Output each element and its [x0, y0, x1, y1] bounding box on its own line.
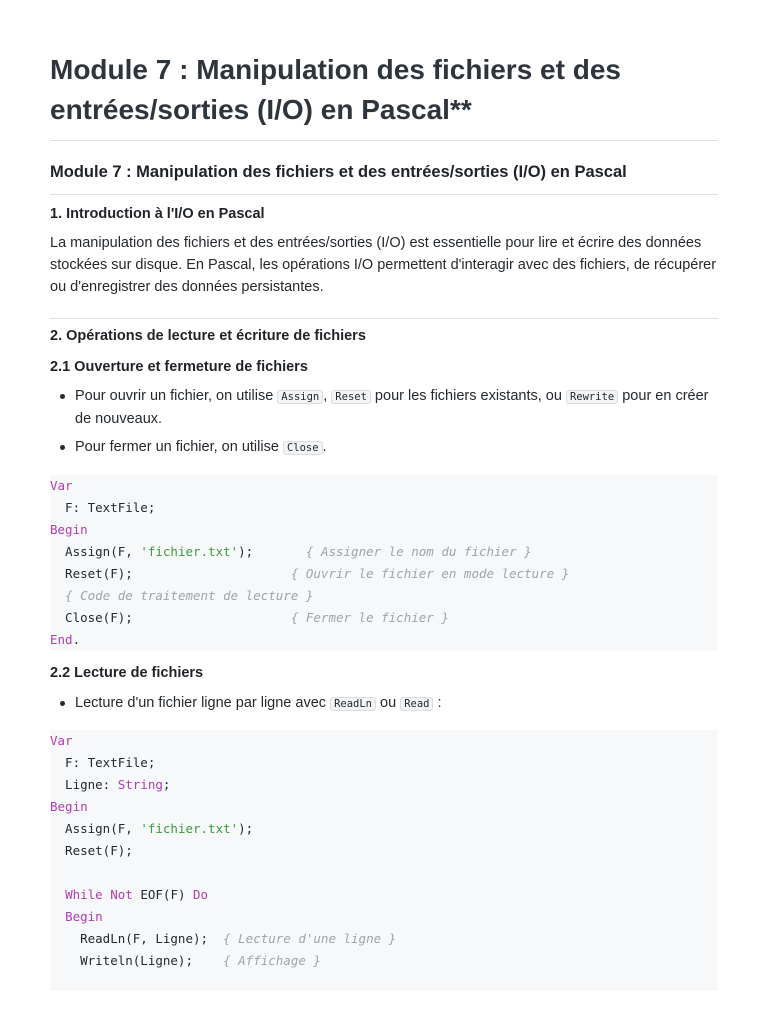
- section-2-2-heading: 2.2 Lecture de fichiers: [50, 665, 204, 681]
- bullet-icon: [60, 445, 65, 450]
- code-block-read: Var F: TextFile; Ligne: String; Begin Assign(F, 'fichier.txt'); Reset(F); While Not EOF(F) Do Begin ReadLn(F, Ligne); { Lecture d'une ligne } Writeln(Ligne); { Affichage }: [50, 730, 718, 991]
- section-1-heading: 1. Introduction à l'I/O en Pascal: [50, 206, 265, 222]
- page-title: Module 7 : Manipulation des fichiers et des entrées/sorties (I/O) en Pascal**: [50, 54, 621, 125]
- section-2-2-list: [50, 692, 718, 721]
- section-2-1-list: [50, 385, 718, 465]
- module-subtitle: Module 7 : Manipulation des fichiers et des entrées/sorties (I/O) en Pascal: [50, 163, 627, 181]
- list-item: Lecture d'un fichier ligne par ligne avec ReadLn ou Read :: [50, 692, 718, 715]
- list-item: Pour ouvrir un fichier, on utilise Assign , Reset pour les fichiers existants, ou Rewrite pour en créer de nouveaux.: [50, 385, 718, 430]
- inline-code: Close: [283, 441, 323, 455]
- inline-code: ReadLn: [330, 697, 376, 711]
- title-divider: [50, 140, 718, 141]
- section-1-paragraph: La manipulation des fichiers et des entrées/sorties (I/O) est essentielle pour lire et écrire des données stockées sur disque. En Pascal, les opérations I/O permettent d'interagir avec des fichiers, de récupérer ou d'enregistrer des données persistantes.: [50, 235, 717, 295]
- section-divider: [50, 318, 718, 319]
- inline-code: Assign: [277, 390, 323, 404]
- inline-code: Read: [400, 697, 433, 711]
- section-2-1-heading: 2.1 Ouverture et fermeture de fichiers: [50, 359, 308, 375]
- inline-code: Reset: [331, 390, 371, 404]
- subtitle-divider: [50, 194, 718, 195]
- list-item: Pour fermer un fichier, on utilise Close .: [50, 436, 718, 459]
- inline-code: Rewrite: [566, 390, 618, 404]
- bullet-icon: [60, 701, 65, 706]
- code-block-open-close: Var F: TextFile; Begin Assign(F, 'fichier.txt'); { Assigner le nom du fichier } Reset(F); { Ouvrir le fichier en mode lecture } { Code de traitement de lecture } Close(F); { Fermer le fichier } End.: [50, 475, 718, 651]
- bullet-icon: [60, 394, 65, 399]
- section-2-heading: 2. Opérations de lecture et écriture de fichiers: [50, 328, 366, 344]
